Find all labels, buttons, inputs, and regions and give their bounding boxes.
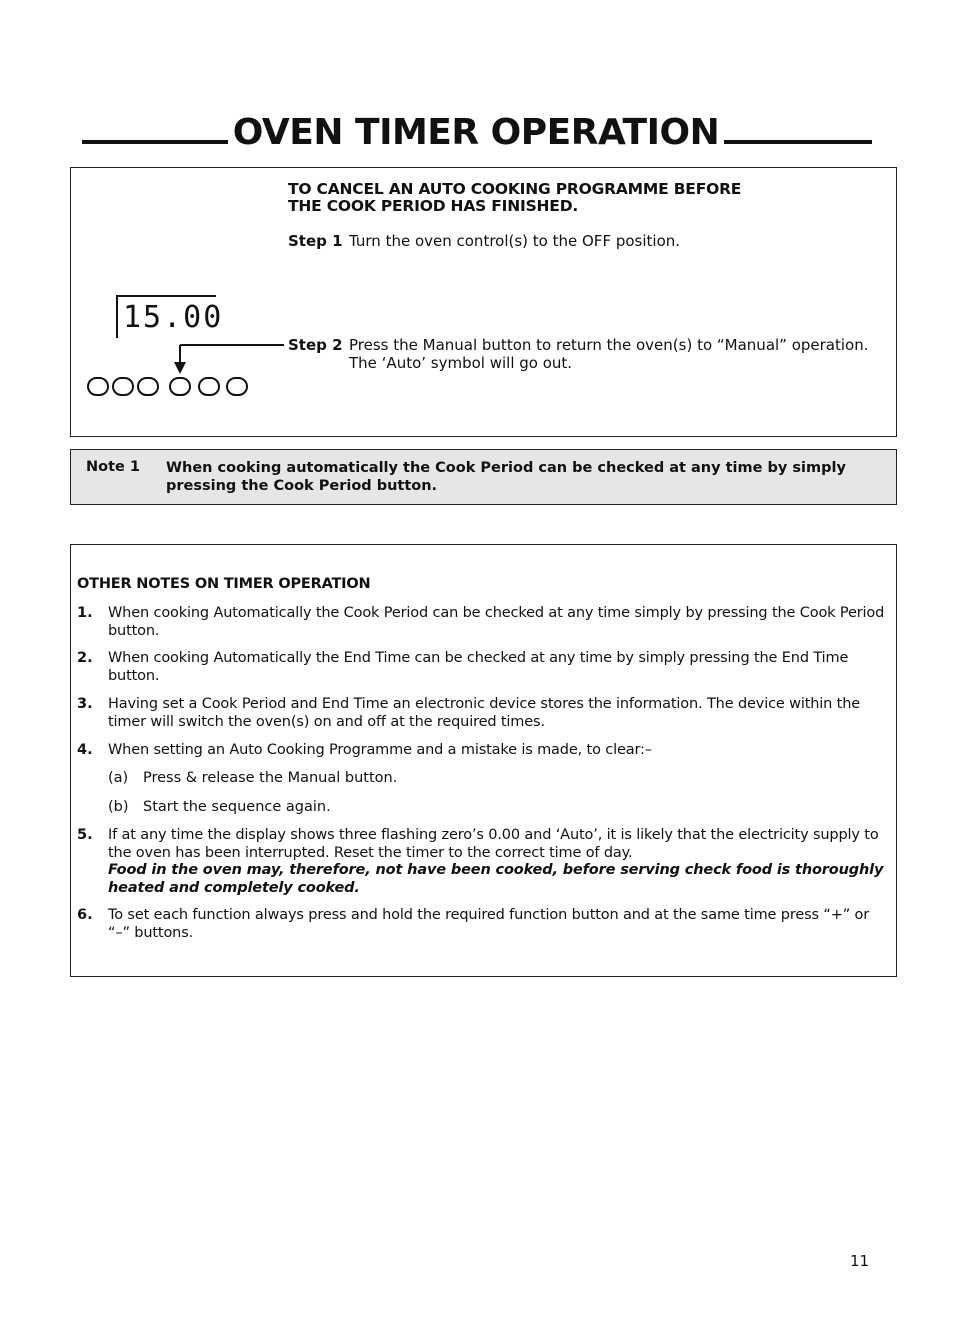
page-title: OVEN TIMER OPERATION xyxy=(232,112,720,153)
note-1-text: When cooking automatically the Cook Period can be checked at any time by simply pressing the Cook Period button. xyxy=(166,460,846,494)
note-item-4-num: 4. xyxy=(77,742,93,758)
note-item-5-num: 5. xyxy=(77,827,93,843)
other-notes-panel xyxy=(70,544,897,977)
note-item-6-text: To set each function always press and hold the required function button and at the same time press “+” or “–” buttons. xyxy=(108,907,870,941)
note-subitem-b-num: (b) xyxy=(108,799,129,815)
timer-display-illustration xyxy=(71,168,301,408)
note-subitem-a-text: Press & release the Manual button. xyxy=(143,770,398,786)
note-item-2-text: When cooking Automatically the End Time can be checked at any time by simply pressing the End Time button. xyxy=(108,650,849,684)
title-rule-left xyxy=(82,140,228,144)
note-item-2-num: 2. xyxy=(77,650,93,666)
timer-display-value: 15.00 xyxy=(123,300,224,335)
note-item-3-text: Having set a Cook Period and End Time an electronic device stores the information. The device within the timer will switch the oven(s) on and off at the required times. xyxy=(108,696,861,730)
page-number: 11 xyxy=(850,1252,870,1270)
timer-button-6[interactable] xyxy=(227,378,247,395)
cancel-heading xyxy=(288,181,741,215)
cancel-heading-line2: THE COOK PERIOD HAS FINISHED. xyxy=(288,197,579,215)
step2-text-line2: The ‘Auto’ symbol will go out. xyxy=(349,354,573,372)
manual-button[interactable] xyxy=(170,378,190,395)
title-rule-right xyxy=(724,140,872,144)
timer-button-2[interactable] xyxy=(113,378,133,395)
other-notes-heading: OTHER NOTES ON TIMER OPERATION xyxy=(77,576,371,592)
timer-button-3[interactable] xyxy=(138,378,158,395)
note-item-6-num: 6. xyxy=(77,907,93,923)
step2-text xyxy=(349,336,879,372)
note-subitem-a-num: (a) xyxy=(108,770,129,786)
note-1 xyxy=(70,449,897,505)
step1-text: Turn the oven control(s) to the OFF position. xyxy=(349,232,681,250)
note-item-1-num: 1. xyxy=(77,605,93,621)
note-item-5-warning: Food in the oven may, therefore, not have been cooked, before serving check food is thoroughly heated and completely cooked. xyxy=(108,862,884,896)
step2-label: Step 2 xyxy=(288,336,343,354)
note-1-label: Note 1 xyxy=(86,459,140,475)
note-subitem-b-text: Start the sequence again. xyxy=(143,799,331,815)
timer-buttons xyxy=(88,378,247,395)
step1-label: Step 1 xyxy=(288,232,343,250)
cancel-programme-panel xyxy=(70,167,897,437)
note-item-1-text: When cooking Automatically the Cook Period can be checked at any time simply by pressing the Cook Period button. xyxy=(108,605,885,639)
cancel-heading-line1: TO CANCEL AN AUTO COOKING PROGRAMME BEFORE xyxy=(288,180,742,198)
note-item-5-text: If at any time the display shows three flashing zero’s 0.00 and ‘Auto’, it is likely that the electricity supply to the oven has been interrupted. Reset the timer to the correct time of day. xyxy=(108,827,879,861)
timer-button-1[interactable] xyxy=(88,378,108,395)
note-item-5 xyxy=(108,827,886,897)
note-item-3-num: 3. xyxy=(77,696,93,712)
timer-button-5[interactable] xyxy=(199,378,219,395)
note-item-4-text: When setting an Auto Cooking Programme and a mistake is made, to clear:– xyxy=(108,742,652,758)
step2-text-line1: Press the Manual button to return the oven(s) to “Manual” operation. xyxy=(349,336,869,354)
